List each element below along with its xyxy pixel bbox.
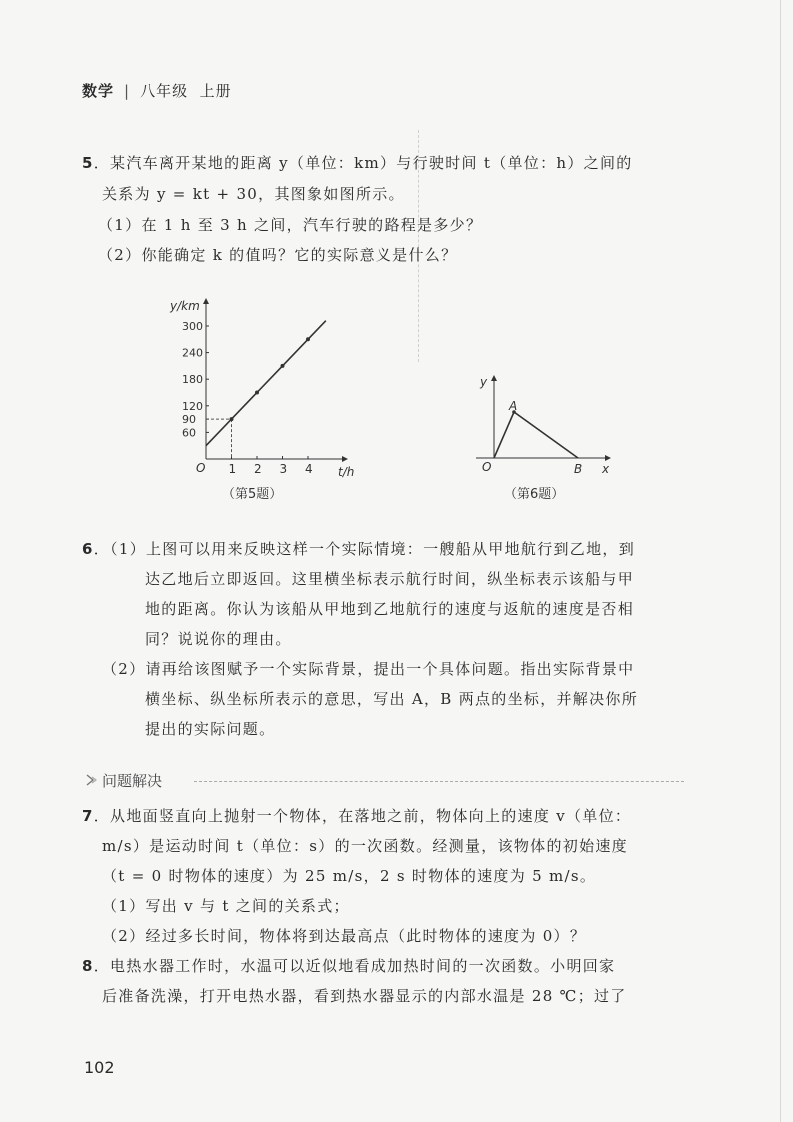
problem-5-part-1: （1）在 1 h 至 3 h 之间，汽车行驶的路程是多少？: [98, 216, 483, 234]
problem-6-line-1: 6．（1）上图可以用来反映这样一个实际情境：一艘船从甲地航行到乙地，到: [82, 540, 635, 558]
section-title: 问题解决: [102, 772, 163, 790]
y-axis-label: y: [480, 375, 488, 389]
x-tick-label: 4: [305, 462, 313, 476]
y-axis-label: y/km: [170, 299, 200, 313]
problem-6-line-3: 地的距离。你认为该船从甲地到乙地航行的速度与返航的速度是否相: [145, 600, 635, 618]
x-axis-label: x: [602, 462, 610, 476]
problem-7-line-3: （t = 0 时物体的速度）为 25 m/s，2 s 时物体的速度为 5 m/s。: [102, 867, 597, 885]
problem-6-line-7: 提出的实际问题。: [145, 720, 276, 738]
problem-6-line-6: 横坐标、纵坐标所表示的意思，写出 A，B 两点的坐标，并解决你所: [145, 690, 638, 708]
figure-problem-6-chart: [470, 372, 630, 512]
data-point: [255, 391, 259, 395]
problem-7-part-1: （1）写出 v 与 t 之间的关系式；: [102, 897, 350, 915]
x-tick-label: 1: [228, 462, 237, 476]
data-point: [230, 417, 234, 421]
header-separator: |: [124, 82, 131, 100]
series-line: [494, 412, 578, 458]
problem-5-part-2: （2）你能确定 k 的值吗？它的实际意义是什么？: [98, 246, 458, 264]
section-heading: [84, 770, 684, 792]
problem-number: 8: [82, 957, 94, 975]
header-grade: 八年级: [140, 82, 189, 100]
problem-7-line-2: m/s）是运动时间 t（单位：s）的一次函数。经测量，该物体的初始速度: [102, 837, 628, 855]
data-point: [306, 337, 310, 341]
point-O-label: O: [482, 460, 492, 474]
page-header: [82, 80, 232, 101]
x-axis-label: t/h: [338, 465, 355, 479]
page-edge: [780, 0, 781, 1122]
problem-8-line-1: 8．电热水器工作时，水温可以近似地看成加热时间的一次函数。小明回家: [82, 957, 616, 975]
section-rule: [194, 781, 684, 782]
header-volume: 上册: [199, 82, 232, 100]
problem-6-part-2: （2）请再给该图赋予一个实际背景，提出一个具体问题。指出实际背景中: [102, 660, 635, 678]
x-tick-label: 2: [254, 462, 262, 476]
y-tick-label: 240: [182, 346, 203, 360]
problem-8-line-2: 后准备洗澡，打开电热水器，看到热水器显示的内部水温是 28 ℃；过了: [102, 987, 627, 1005]
y-tick-label: 180: [182, 373, 203, 387]
y-tick-label: 90: [182, 413, 196, 427]
problem-5-line-1: 5．某汽车离开某地的距离 y（单位：km）与行驶时间 t（单位：h）之间的: [82, 154, 633, 172]
data-point: [281, 364, 285, 368]
point-B-label: B: [574, 462, 583, 476]
problem-5-line-2: 关系为 y = kt + 30，其图象如图所示。: [102, 185, 405, 203]
problem-6-line-2: 达乙地后立即返回。这里横坐标表示航行时间，纵坐标表示该船与甲: [145, 570, 635, 588]
problem-number: 7: [82, 807, 94, 825]
y-tick-label: 60: [182, 426, 196, 440]
point-A-label: A: [509, 399, 518, 413]
origin-label: O: [196, 461, 206, 475]
y-tick-label: 300: [182, 320, 203, 333]
chevron-right-icon: [84, 772, 100, 788]
problem-6-line-4: 同？说说你的理由。: [145, 630, 292, 648]
problem-number: 5: [82, 154, 94, 172]
x-tick-label: 3: [279, 462, 288, 476]
figure-caption: （第5题）: [222, 487, 283, 502]
header-subject: 数学: [82, 82, 115, 100]
figure-caption: （第6题）: [504, 487, 565, 502]
problem-7-line-1: 7．从地面竖直向上抛射一个物体，在落地之前，物体向上的速度 v（单位：: [82, 807, 632, 825]
problem-7-part-2: （2）经过多长时间，物体将到达最高点（此时物体的速度为 0）？: [102, 927, 587, 945]
y-tick-label: 120: [182, 399, 203, 413]
figure-problem-5-chart: [160, 296, 380, 511]
page-number: 102: [84, 1058, 115, 1077]
problem-number: 6: [82, 540, 94, 558]
